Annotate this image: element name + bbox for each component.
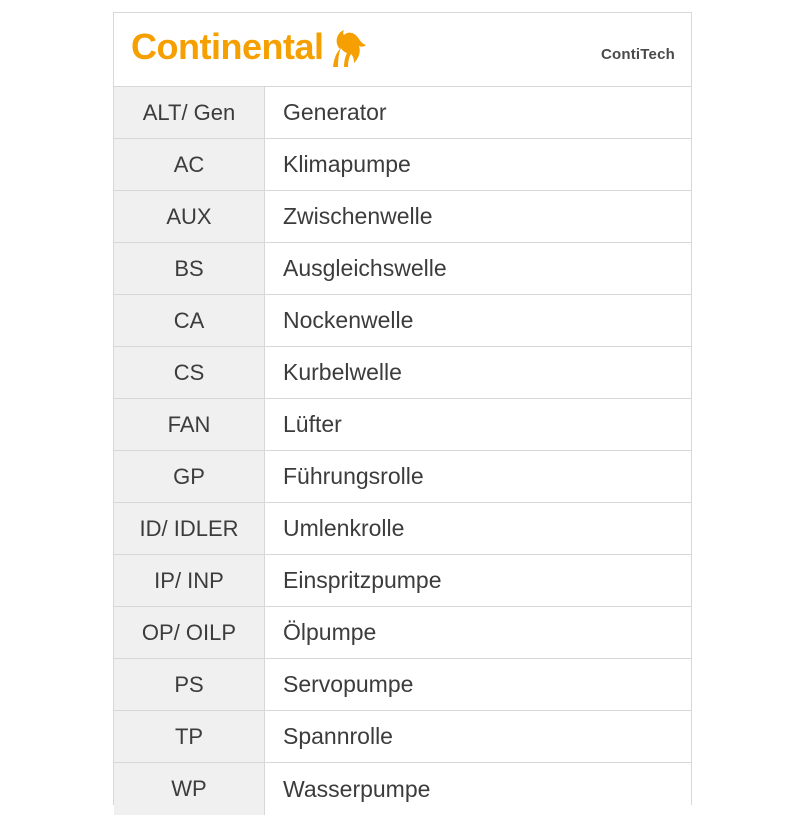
table-row	[114, 87, 691, 139]
table-row	[114, 451, 691, 503]
row-code: GP	[114, 451, 265, 502]
row-code: ALT/ Gen	[114, 87, 265, 138]
table-row	[114, 399, 691, 451]
table-row	[114, 191, 691, 243]
abbreviation-table	[114, 87, 691, 815]
table-row	[114, 347, 691, 399]
table-row	[114, 295, 691, 347]
row-name: Ausgleichswelle	[265, 243, 691, 294]
row-code: BS	[114, 243, 265, 294]
legend-sheet	[113, 12, 692, 805]
table-row	[114, 711, 691, 763]
row-name: Nockenwelle	[265, 295, 691, 346]
row-name: Führungsrolle	[265, 451, 691, 502]
row-name: Klimapumpe	[265, 139, 691, 190]
brand-header	[114, 13, 691, 87]
row-name: Generator	[265, 87, 691, 138]
row-code: WP	[114, 763, 265, 815]
brand-subtitle: ContiTech	[600, 46, 675, 63]
row-code: TP	[114, 711, 265, 762]
logo-wordmark: Continental	[131, 26, 324, 67]
row-code: AC	[114, 139, 265, 190]
row-name: Lüfter	[265, 399, 691, 450]
row-name: Umlenkrolle	[265, 503, 691, 554]
row-code: CA	[114, 295, 265, 346]
continental-logo	[131, 27, 369, 74]
row-code: CS	[114, 347, 265, 398]
table-row	[114, 503, 691, 555]
table-row	[114, 243, 691, 295]
row-code: OP/ OILP	[114, 607, 265, 658]
table-row	[114, 607, 691, 659]
row-name: Zwischenwelle	[265, 191, 691, 242]
row-code: IP/ INP	[114, 555, 265, 606]
row-name: Einspritzpumpe	[265, 555, 691, 606]
table-row	[114, 659, 691, 711]
horse-logo-icon	[327, 29, 369, 74]
table-row	[114, 763, 691, 815]
row-name: Wasserpumpe	[265, 763, 691, 815]
row-name: Kurbelwelle	[265, 347, 691, 398]
row-code: AUX	[114, 191, 265, 242]
row-name: Ölpumpe	[265, 607, 691, 658]
table-row	[114, 139, 691, 191]
row-code: ID/ IDLER	[114, 503, 265, 554]
row-code: PS	[114, 659, 265, 710]
row-name: Spannrolle	[265, 711, 691, 762]
row-code: FAN	[114, 399, 265, 450]
row-name: Servopumpe	[265, 659, 691, 710]
table-row	[114, 555, 691, 607]
